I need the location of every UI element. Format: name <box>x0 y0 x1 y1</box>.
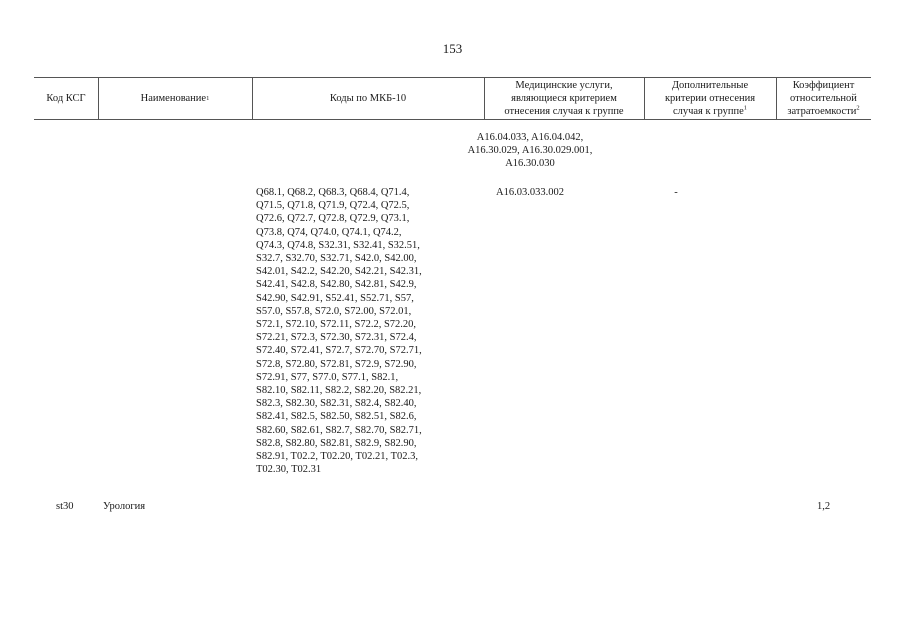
header-services <box>484 78 644 119</box>
service-code-line: A16.30.030 <box>505 158 555 170</box>
mkb-code-line: Q71.5, Q71.8, Q71.9, Q72.4, Q72.5, <box>256 200 410 212</box>
mkb-code-line: S72.40, S72.41, S72.7, S72.70, S72.71, <box>256 345 422 357</box>
header-criteria-line: Дополнительные <box>671 79 749 91</box>
header-code: Код КСГ <box>46 92 86 104</box>
services-top-cell <box>452 131 608 171</box>
header-coef-line: Коэффициент <box>792 79 855 91</box>
service-main: A16.03.033.002 <box>496 187 564 198</box>
table-header <box>34 77 871 120</box>
mkb-code-line: S72.21, S72.3, S72.30, S72.31, S72.4, <box>256 332 417 344</box>
ksg-code: st30 <box>56 501 74 512</box>
header-coef-line: относительной <box>790 92 857 104</box>
mkb-code-line: S42.41, S42.8, S42.80, S42.81, S42.9, <box>256 279 417 291</box>
ksg-name: Урология <box>103 501 146 512</box>
mkb-code-line: Q68.1, Q68.2, Q68.3, Q68.4, Q71.4, <box>256 187 410 198</box>
criteria-main: - <box>674 187 678 198</box>
mkb-code-line: S42.01, S42.2, S42.20, S42.21, S42.31, <box>256 266 422 278</box>
header-criteria-footnote: 1 <box>743 104 748 112</box>
mkb-code-line: S82.60, S82.61, S82.7, S82.70, S82.71, <box>256 424 422 436</box>
service-code-line: A16.30.029, A16.30.029.001, <box>467 145 593 157</box>
header-criteria-line: критерии отнесения <box>664 92 756 104</box>
header-criteria-line-3 <box>673 105 747 118</box>
mkb-code-line: S72.1, S72.10, S72.11, S72.2, S72.20, <box>256 319 417 331</box>
header-name: Наименование 1 <box>140 92 210 104</box>
mkb-code-line: S82.41, S82.5, S82.50, S82.51, S82.6, <box>256 411 417 423</box>
header-services-line: отнесения случая к группе <box>504 106 624 118</box>
ksg-coefficient: 1,2 <box>816 501 831 512</box>
header-services-line: являющиеся критерием <box>511 92 617 104</box>
header-criteria <box>644 78 776 119</box>
mkb-code-line: S72.8, S72.80, S72.81, S72.9, S72.90, <box>256 358 417 370</box>
mkb-code-line: S42.90, S42.91, S52.41, S52.71, S57, <box>256 292 414 304</box>
mkb-code-line: S32.7, S32.70, S32.71, S42.0, S42.00, <box>256 253 417 265</box>
header-coef-footnote: 2 <box>856 104 860 112</box>
mkb-code-line: S82.91, T02.2, T02.20, T02.21, T02.3, <box>256 451 418 463</box>
header-mkb-codes: Коды по МКБ-10 <box>329 92 407 104</box>
mkb-code-line: S57.0, S57.8, S72.0, S72.00, S72.01, <box>256 305 412 317</box>
mkb-code-line: Q74.3, Q74.8, S32.31, S32.41, S32.51, <box>256 239 420 251</box>
mkb-code-line: T02.30, T02.31 <box>256 464 322 476</box>
mkb-code-line: S82.8, S82.80, S82.81, S82.9, S82.90, <box>256 437 417 449</box>
header-coefficient <box>776 78 871 119</box>
header-coef-text: затратоемкости <box>787 106 857 118</box>
mkb-codes-cell <box>256 186 456 476</box>
mkb-code-line: S82.10, S82.11, S82.2, S82.20, S82.21, <box>256 385 422 397</box>
service-code-line: A16.04.033, A16.04.042, <box>476 132 584 143</box>
mkb-code-line: Q73.8, Q74, Q74.0, Q74.1, Q74.2, <box>256 226 402 238</box>
page-number: 153 <box>442 41 463 56</box>
header-coef-line-3 <box>787 105 859 118</box>
header-criteria-text: случая к группе <box>672 106 744 118</box>
header-name-text: Наименование <box>140 92 207 104</box>
mkb-code-line: Q72.6, Q72.7, Q72.8, Q72.9, Q73.1, <box>256 213 410 225</box>
mkb-code-line: S82.3, S82.30, S82.31, S82.4, S82.40, <box>256 398 417 410</box>
mkb-code-line: S72.91, S77, S77.0, S77.1, S82.1, <box>256 371 399 383</box>
header-services-line: Медицинские услуги, <box>515 79 613 91</box>
